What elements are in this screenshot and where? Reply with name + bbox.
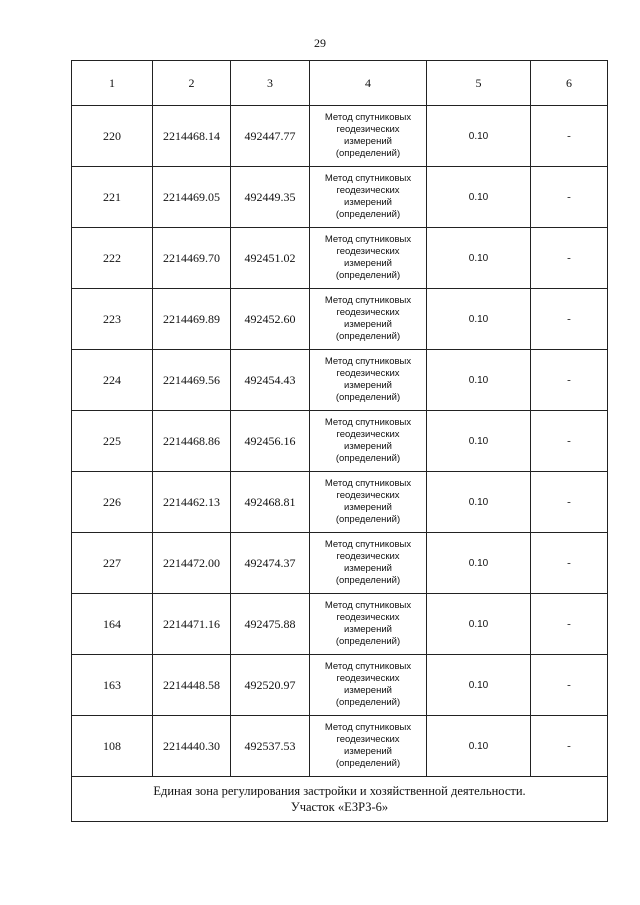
method-cell: Метод спутниковых геодезических измерений (определений) [310, 533, 427, 594]
x-coordinate-cell: 2214468.86 [153, 411, 231, 472]
method-cell: Метод спутниковых геодезических измерений (определений) [310, 106, 427, 167]
table-row [72, 350, 608, 411]
note-cell: - [531, 289, 608, 350]
table-row [72, 167, 608, 228]
method-cell: Метод спутниковых геодезических измерений (определений) [310, 228, 427, 289]
y-coordinate-cell: 492520.97 [231, 655, 310, 716]
column-header: 3 [231, 61, 310, 106]
accuracy-cell: 0.10 [427, 228, 531, 289]
zone-caption-line1: Единая зона регулирования застройки и хозяйственной деятельности. [153, 784, 526, 798]
note-cell: - [531, 472, 608, 533]
accuracy-cell: 0.10 [427, 472, 531, 533]
accuracy-cell: 0.10 [427, 594, 531, 655]
note-cell: - [531, 167, 608, 228]
column-header: 6 [531, 61, 608, 106]
table-row [72, 655, 608, 716]
x-coordinate-cell: 2214469.70 [153, 228, 231, 289]
point-number-cell: 108 [72, 716, 153, 777]
method-cell: Метод спутниковых геодезических измерений (определений) [310, 716, 427, 777]
x-coordinate-cell: 2214472.00 [153, 533, 231, 594]
accuracy-cell: 0.10 [427, 655, 531, 716]
table-row [72, 594, 608, 655]
note-cell: - [531, 716, 608, 777]
x-coordinate-cell: 2214469.56 [153, 350, 231, 411]
x-coordinate-cell: 2214469.89 [153, 289, 231, 350]
table-footer-row [72, 777, 608, 822]
column-header: 2 [153, 61, 231, 106]
note-cell: - [531, 594, 608, 655]
y-coordinate-cell: 492468.81 [231, 472, 310, 533]
accuracy-cell: 0.10 [427, 411, 531, 472]
y-coordinate-cell: 492451.02 [231, 228, 310, 289]
y-coordinate-cell: 492474.37 [231, 533, 310, 594]
method-cell: Метод спутниковых геодезических измерений (определений) [310, 655, 427, 716]
zone-caption [72, 777, 608, 822]
x-coordinate-cell: 2214468.14 [153, 106, 231, 167]
table-row [72, 533, 608, 594]
table-header-row [72, 61, 608, 106]
note-cell: - [531, 655, 608, 716]
table-row [72, 472, 608, 533]
note-cell: - [531, 533, 608, 594]
column-header: 5 [427, 61, 531, 106]
table-row [72, 411, 608, 472]
method-cell: Метод спутниковых геодезических измерений (определений) [310, 472, 427, 533]
accuracy-cell: 0.10 [427, 167, 531, 228]
x-coordinate-cell: 2214440.30 [153, 716, 231, 777]
accuracy-cell: 0.10 [427, 350, 531, 411]
accuracy-cell: 0.10 [427, 289, 531, 350]
column-header: 4 [310, 61, 427, 106]
method-cell: Метод спутниковых геодезических измерений (определений) [310, 411, 427, 472]
point-number-cell: 222 [72, 228, 153, 289]
table-row [72, 289, 608, 350]
accuracy-cell: 0.10 [427, 106, 531, 167]
point-number-cell: 225 [72, 411, 153, 472]
accuracy-cell: 0.10 [427, 716, 531, 777]
point-number-cell: 164 [72, 594, 153, 655]
page-number: 29 [314, 36, 326, 50]
x-coordinate-cell: 2214462.13 [153, 472, 231, 533]
y-coordinate-cell: 492456.16 [231, 411, 310, 472]
note-cell: - [531, 228, 608, 289]
column-header: 1 [72, 61, 153, 106]
note-cell: - [531, 411, 608, 472]
point-number-cell: 220 [72, 106, 153, 167]
table-row [72, 228, 608, 289]
y-coordinate-cell: 492447.77 [231, 106, 310, 167]
y-coordinate-cell: 492449.35 [231, 167, 310, 228]
table-row [72, 106, 608, 167]
note-cell: - [531, 106, 608, 167]
point-number-cell: 226 [72, 472, 153, 533]
zone-caption-line2: Участок «ЕЗРЗ-6» [290, 800, 389, 814]
method-cell: Метод спутниковых геодезических измерений (определений) [310, 594, 427, 655]
coordinates-table [71, 60, 608, 822]
note-cell: - [531, 350, 608, 411]
point-number-cell: 221 [72, 167, 153, 228]
y-coordinate-cell: 492537.53 [231, 716, 310, 777]
method-cell: Метод спутниковых геодезических измерений (определений) [310, 167, 427, 228]
y-coordinate-cell: 492475.88 [231, 594, 310, 655]
accuracy-cell: 0.10 [427, 533, 531, 594]
table-row [72, 716, 608, 777]
x-coordinate-cell: 2214448.58 [153, 655, 231, 716]
point-number-cell: 223 [72, 289, 153, 350]
y-coordinate-cell: 492452.60 [231, 289, 310, 350]
point-number-cell: 227 [72, 533, 153, 594]
point-number-cell: 224 [72, 350, 153, 411]
x-coordinate-cell: 2214471.16 [153, 594, 231, 655]
point-number-cell: 163 [72, 655, 153, 716]
method-cell: Метод спутниковых геодезических измерений (определений) [310, 350, 427, 411]
x-coordinate-cell: 2214469.05 [153, 167, 231, 228]
method-cell: Метод спутниковых геодезических измерений (определений) [310, 289, 427, 350]
y-coordinate-cell: 492454.43 [231, 350, 310, 411]
